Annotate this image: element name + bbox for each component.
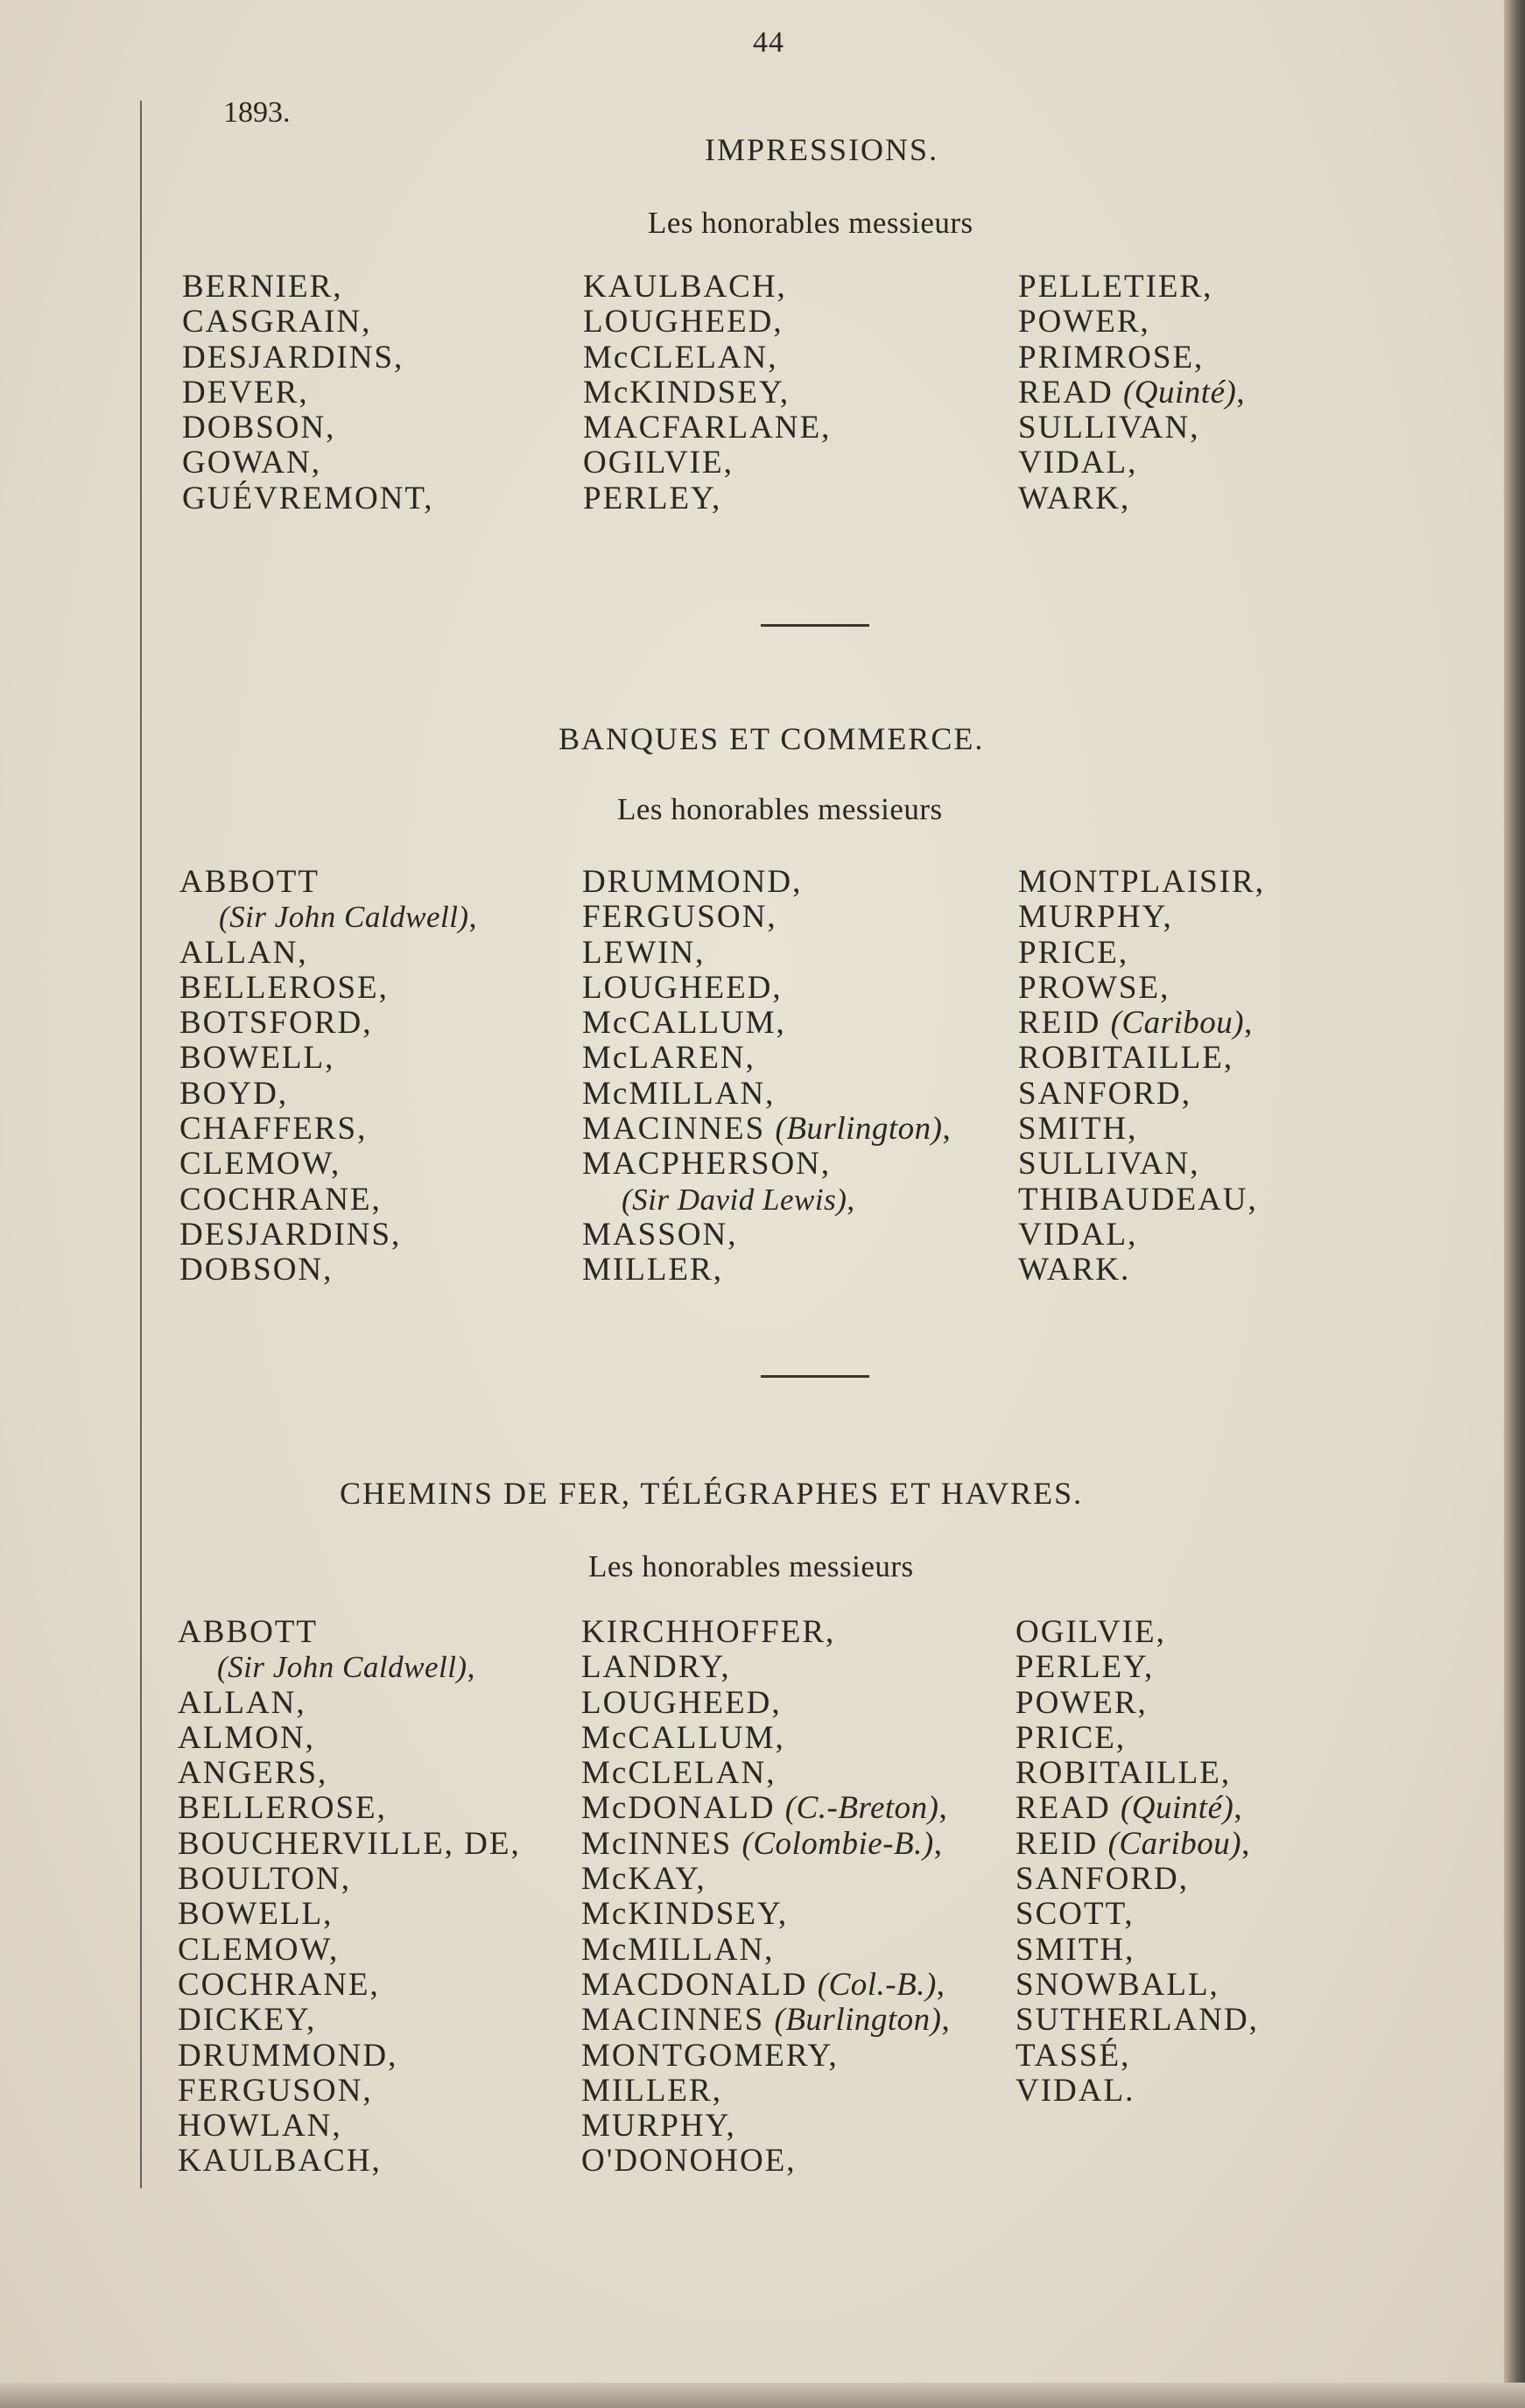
member-name: HOWLAN, <box>178 2108 342 2145</box>
member-name: WARK, <box>1018 480 1131 516</box>
member-entry <box>581 2074 952 2109</box>
member-entry <box>582 865 952 900</box>
member-entry <box>1018 900 1265 935</box>
member-note: (Quinté) <box>1122 374 1237 411</box>
member-name: READ <box>1018 374 1114 411</box>
margin-rule <box>140 1313 142 2188</box>
member-entry <box>581 1827 952 1862</box>
member-name: FERGUSON, <box>582 899 777 936</box>
member-name: McKINDSEY, <box>583 374 791 411</box>
member-entry <box>581 1756 952 1791</box>
punctuation: , <box>942 1111 952 1148</box>
member-name: ROBITAILLE, <box>1015 1755 1232 1792</box>
member-name: LOUGHEED, <box>582 969 783 1006</box>
member-name: BELLEROSE, <box>178 1790 387 1827</box>
member-name: PERLEY, <box>1015 1649 1155 1686</box>
member-name: SCOTT, <box>1015 1896 1135 1933</box>
member-name: DOBSON, <box>182 410 336 446</box>
member-name: MILLER, <box>581 2072 722 2109</box>
member-name: PELLETIER, <box>1018 269 1213 305</box>
member-name: MONTGOMERY, <box>581 2037 839 2074</box>
member-entry <box>583 376 831 411</box>
member-name: BOWELL, <box>178 1896 334 1933</box>
section-title-banques: BANQUES ET COMMERCE. <box>559 721 985 756</box>
member-entry <box>178 1791 521 1826</box>
member-entry <box>581 1968 952 2003</box>
member-entry <box>582 971 952 1006</box>
member-note: (Caribou) <box>1107 1825 1242 1862</box>
member-name: CASGRAIN, <box>182 304 372 340</box>
member-entry <box>583 411 831 446</box>
member-entry <box>178 1862 521 1897</box>
member-name: BOULTON, <box>178 1861 351 1898</box>
section-title-chemins: CHEMINS DE FER, TÉLÉGRAPHES ET HAVRES. <box>340 1476 1084 1511</box>
member-name: VIDAL, <box>1018 1216 1138 1253</box>
member-note: (Burlington) <box>775 1111 943 1148</box>
member-name: McCALLUM, <box>581 1719 785 1756</box>
member-name: GOWAN, <box>182 445 321 481</box>
member-name: McKAY, <box>581 1861 706 1898</box>
member-name: GUÉVREMONT, <box>182 480 434 516</box>
member-entry <box>1015 1791 1259 1826</box>
member-entry <box>1015 2039 1259 2074</box>
member-entry <box>182 446 434 481</box>
member-entry <box>1018 936 1265 971</box>
punctuation: , <box>847 1182 855 1217</box>
member-entry <box>179 1112 477 1147</box>
member-name: BELLEROSE, <box>179 969 389 1006</box>
member-entry <box>581 1933 952 1968</box>
member-entry <box>178 2039 521 2074</box>
member-entry <box>583 305 831 340</box>
member-entry <box>1015 1897 1259 1932</box>
member-entry <box>179 1253 477 1288</box>
member-note: (Caribou) <box>1110 1005 1245 1042</box>
member-entry <box>582 1041 952 1076</box>
member-entry <box>179 1183 477 1218</box>
member-name: REID <box>1018 1005 1101 1042</box>
member-name: KAULBACH, <box>583 269 787 305</box>
member-entry <box>179 1077 477 1112</box>
column-2 <box>583 270 831 516</box>
member-note: (Burlington) <box>774 2002 942 2039</box>
member-entry <box>1018 481 1247 516</box>
member-name: DOBSON, <box>179 1252 334 1288</box>
member-name: LOUGHEED, <box>581 1684 782 1721</box>
member-note: (C.-Breton) <box>784 1790 939 1827</box>
member-entry <box>583 446 831 481</box>
member-name: COCHRANE, <box>178 1966 380 2003</box>
member-entry <box>178 2003 521 2038</box>
member-name: REID <box>1015 1825 1099 1862</box>
member-entry <box>1015 2074 1259 2109</box>
member-name: LANDRY, <box>581 1649 731 1686</box>
member-name: MILLER, <box>582 1252 723 1288</box>
section-divider <box>761 624 869 627</box>
member-entry <box>178 1897 521 1932</box>
member-entry <box>582 1218 952 1253</box>
year: 1893. <box>223 96 291 129</box>
member-entry <box>582 1253 952 1288</box>
member-name: SULLIVAN, <box>1018 410 1200 446</box>
member-name: MURPHY, <box>581 2108 736 2145</box>
member-entry <box>1015 1615 1259 1650</box>
member-entry <box>581 1721 952 1756</box>
punctuation: , <box>938 1790 949 1827</box>
member-name: MACPHERSON, <box>582 1146 832 1183</box>
member-note: (Col.-B.) <box>817 1966 937 2003</box>
member-entry <box>178 2109 521 2144</box>
member-name: MONTPLAISIR, <box>1018 864 1265 900</box>
member-entry <box>1018 340 1247 376</box>
member-name: BOTSFORD, <box>179 1005 373 1042</box>
member-name: McLAREN, <box>582 1040 755 1077</box>
margin-rule <box>140 875 142 1313</box>
column-1 <box>179 865 477 1288</box>
member-name: PERLEY, <box>583 480 722 516</box>
member-name: SUTHERLAND, <box>1015 2002 1259 2039</box>
member-entry <box>583 481 831 516</box>
punctuation: , <box>1236 374 1247 411</box>
member-name: DESJARDINS, <box>182 339 404 376</box>
punctuation: , <box>467 1650 475 1685</box>
member-name: PRICE, <box>1018 934 1129 971</box>
member-entry <box>1018 376 1247 411</box>
member-entry <box>178 1650 521 1685</box>
member-name: FERGUSON, <box>178 2072 373 2109</box>
member-entry <box>182 411 434 446</box>
member-name: KIRCHHOFFER, <box>581 1614 836 1650</box>
member-name: CLEMOW, <box>178 1931 340 1968</box>
member-name: PROWSE, <box>1018 969 1170 1006</box>
member-name: VIDAL. <box>1015 2072 1135 2109</box>
member-entry <box>582 1183 952 1218</box>
member-entry <box>1015 1721 1259 1756</box>
column-3 <box>1015 1615 1259 2109</box>
member-name: PRICE, <box>1015 1719 1127 1756</box>
member-name: McMILLAN, <box>582 1075 776 1112</box>
member-entry <box>182 340 434 376</box>
member-name: BOWELL, <box>179 1040 335 1077</box>
section-subtitle: Les honorables messieurs <box>617 792 943 826</box>
member-entry <box>1018 971 1265 1006</box>
member-entry <box>179 900 477 935</box>
column-2 <box>581 1615 952 2180</box>
member-entry <box>582 1006 952 1041</box>
member-entry <box>581 2003 952 2038</box>
member-entry <box>1015 1686 1259 1721</box>
margin-rule <box>140 263 142 875</box>
member-note: (Sir John Caldwell) <box>219 900 469 935</box>
member-name: WARK. <box>1018 1252 1131 1288</box>
member-entry <box>582 1147 952 1182</box>
member-entry <box>1018 1041 1265 1076</box>
member-entry <box>581 2039 952 2074</box>
member-name: McINNES <box>581 1825 733 1862</box>
member-entry <box>179 1006 477 1041</box>
member-note: (Sir David Lewis) <box>622 1182 847 1217</box>
member-name: ROBITAILLE, <box>1018 1040 1234 1077</box>
member-entry <box>182 270 434 305</box>
member-name: POWER, <box>1018 304 1150 340</box>
page-number: 44 <box>753 26 784 59</box>
member-entry <box>178 1615 521 1650</box>
member-entry <box>178 1721 521 1756</box>
member-entry <box>583 270 831 305</box>
member-name: McCLELAN, <box>581 1755 777 1792</box>
member-entry <box>582 1112 952 1147</box>
member-name: BERNIER, <box>182 269 343 305</box>
member-name: ABBOTT <box>178 1614 318 1650</box>
member-entry <box>582 900 952 935</box>
punctuation: , <box>936 1966 947 2003</box>
punctuation: , <box>933 1825 944 1862</box>
member-entry <box>1018 865 1265 900</box>
member-entry <box>1015 1650 1259 1685</box>
member-name: McDONALD <box>581 1790 776 1827</box>
page-edge <box>1504 0 1525 2408</box>
member-entry <box>1015 1933 1259 1968</box>
member-entry <box>1015 1862 1259 1897</box>
member-name: SANFORD, <box>1015 1861 1189 1898</box>
member-entry <box>581 2109 952 2144</box>
section-subtitle: Les honorables messieurs <box>648 206 973 240</box>
member-name: PRIMROSE, <box>1018 339 1205 376</box>
punctuation: , <box>941 2002 952 2039</box>
member-name: McKINDSEY, <box>581 1896 789 1933</box>
member-entry <box>582 936 952 971</box>
member-entry <box>179 936 477 971</box>
member-name: CLEMOW, <box>179 1146 341 1183</box>
member-name: DICKEY, <box>178 2002 317 2039</box>
column-1 <box>178 1615 521 2180</box>
member-entry <box>179 1218 477 1253</box>
member-name: DEVER, <box>182 374 309 411</box>
member-entry <box>1018 1183 1265 1218</box>
member-name: McCALLUM, <box>582 1005 786 1042</box>
member-entry <box>179 1041 477 1076</box>
member-entry <box>182 481 434 516</box>
member-name: BOYD, <box>179 1075 289 1112</box>
member-name: McMILLAN, <box>581 1931 775 1968</box>
member-entry <box>582 1077 952 1112</box>
member-entry <box>179 971 477 1006</box>
member-entry <box>1018 1006 1265 1041</box>
member-name: MACINNES <box>581 2002 765 2039</box>
member-name: LOUGHEED, <box>583 304 784 340</box>
member-entry <box>1018 1112 1265 1147</box>
member-entry <box>182 305 434 340</box>
member-entry <box>1018 1218 1265 1253</box>
page-bottom-edge <box>0 2383 1525 2408</box>
member-name: SNOWBALL, <box>1015 1966 1219 2003</box>
member-entry <box>1018 1253 1265 1288</box>
member-entry <box>1015 1827 1259 1862</box>
member-entry <box>178 2144 521 2179</box>
member-note: (Sir John Caldwell) <box>217 1650 467 1685</box>
member-name: SULLIVAN, <box>1018 1146 1200 1183</box>
member-note: (Quinté) <box>1120 1790 1234 1827</box>
member-name: ALLAN, <box>179 934 308 971</box>
member-note: (Colombie-B.) <box>741 1825 934 1862</box>
member-entry <box>178 1686 521 1721</box>
member-entry <box>583 340 831 376</box>
member-entry <box>1015 1756 1259 1791</box>
member-entry <box>1018 446 1247 481</box>
member-name: OGILVIE, <box>583 445 734 481</box>
punctuation: , <box>1233 1790 1244 1827</box>
punctuation: , <box>1244 1005 1254 1042</box>
member-name: MACFARLANE, <box>583 410 832 446</box>
member-entry <box>178 1756 521 1791</box>
section-title-impressions: IMPRESSIONS. <box>705 132 939 167</box>
member-name: MACDONALD <box>581 1966 808 2003</box>
member-name: SMITH, <box>1015 1931 1135 1968</box>
member-name: TASSÉ, <box>1015 2037 1131 2074</box>
member-entry <box>179 1147 477 1182</box>
member-name: DESJARDINS, <box>179 1216 402 1253</box>
member-entry <box>581 1862 952 1897</box>
member-name: CHAFFERS, <box>179 1111 368 1148</box>
member-entry <box>1018 305 1247 340</box>
member-entry <box>581 1686 952 1721</box>
member-name: MURPHY, <box>1018 899 1173 936</box>
member-entry <box>179 865 477 900</box>
member-name: ANGERS, <box>178 1755 328 1792</box>
member-name: ALLAN, <box>178 1684 306 1721</box>
member-name: OGILVIE, <box>1015 1614 1166 1650</box>
member-entry <box>178 1968 521 2003</box>
member-entry <box>581 2144 952 2179</box>
member-entry <box>1018 1147 1265 1182</box>
member-entry <box>581 1615 952 1650</box>
member-entry <box>1018 411 1247 446</box>
column-1 <box>182 270 434 516</box>
member-name: ALMON, <box>178 1719 315 1756</box>
member-name: DRUMMOND, <box>582 864 803 900</box>
member-name: THIBAUDEAU, <box>1018 1181 1258 1218</box>
member-entry <box>581 1897 952 1932</box>
member-name: MASSON, <box>582 1216 738 1253</box>
column-3 <box>1018 270 1247 516</box>
section-subtitle: Les honorables messieurs <box>588 1549 914 1583</box>
member-name: SMITH, <box>1018 1111 1138 1148</box>
member-entry <box>581 1650 952 1685</box>
margin-rule <box>140 101 142 271</box>
member-name: READ <box>1015 1790 1111 1827</box>
member-name: ABBOTT <box>179 864 320 900</box>
member-name: McCLELAN, <box>583 339 778 376</box>
member-entry <box>182 376 434 411</box>
member-name: LEWIN, <box>582 934 706 971</box>
punctuation: , <box>468 900 477 935</box>
member-name: VIDAL, <box>1018 445 1138 481</box>
member-entry <box>1018 270 1247 305</box>
punctuation: , <box>1241 1825 1252 1862</box>
member-name: COCHRANE, <box>179 1181 382 1218</box>
member-name: MACINNES <box>582 1111 766 1148</box>
member-entry <box>1015 2003 1259 2038</box>
member-name: KAULBACH, <box>178 2143 382 2180</box>
section-divider <box>761 1375 869 1378</box>
member-entry <box>1018 1077 1265 1112</box>
member-name: POWER, <box>1015 1684 1148 1721</box>
member-entry <box>178 1827 521 1862</box>
column-2 <box>582 865 952 1288</box>
member-entry <box>178 2074 521 2109</box>
member-name: O'DONOHOE, <box>581 2143 797 2180</box>
member-entry <box>581 1791 952 1826</box>
member-name: BOUCHERVILLE, DE, <box>178 1825 521 1862</box>
column-3 <box>1018 865 1265 1288</box>
member-name: DRUMMOND, <box>178 2037 398 2074</box>
member-name: SANFORD, <box>1018 1075 1191 1112</box>
member-entry <box>178 1933 521 1968</box>
member-entry <box>1015 1968 1259 2003</box>
